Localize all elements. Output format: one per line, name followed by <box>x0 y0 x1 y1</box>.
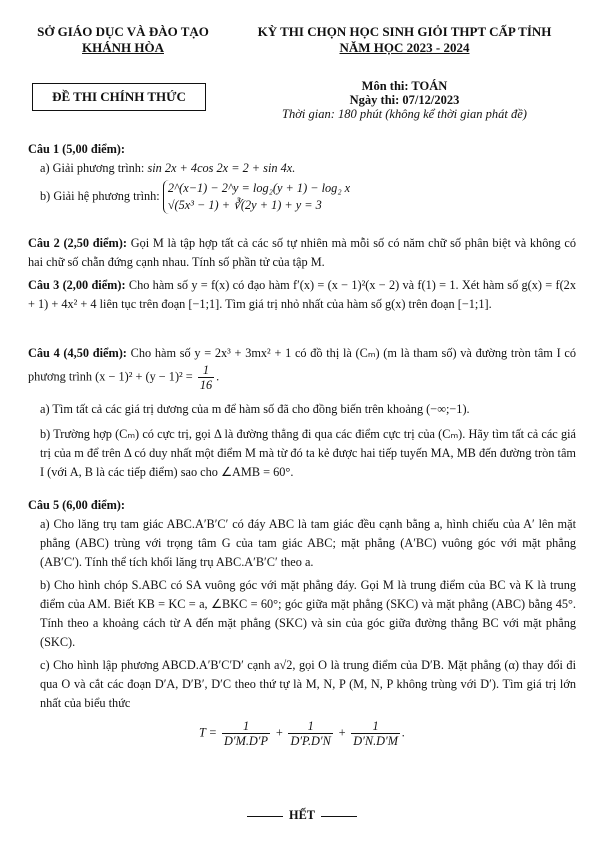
question-5b: b) Cho hình chóp S.ABC có SA vuông góc với mặt phẳng đáy. Gọi M là trung điểm của BC và K là trung điểm của AM. Biết KB = KC = a, ∠BKC = 60°; góc giữa mặt phẳng (SKC) và mặt phẳng (ABC) bằng 45°. Tính theo a khoảng cách từ A đến mặt phẳng (SKC) và sin của góc giữa đường thẳng BC với mặt phẳng (SKC). <box>40 578 576 649</box>
term-3-numerator: 1 <box>351 719 400 734</box>
fraction-denominator: 16 <box>199 378 213 392</box>
system-equation-1: 2^(x−1) − 2^y = log₂(y + 1) − log₂ x <box>167 181 351 195</box>
question-5 <box>28 496 576 748</box>
department-name: SỞ GIÁO DỤC VÀ ĐÀO TẠO <box>37 24 209 39</box>
subject: Môn thi: TOÁN <box>361 79 448 93</box>
equation-system <box>163 180 350 214</box>
question-5a: a) Cho lăng trụ tam giác ABC.A′B′C′ có đáy ABC là tam giác đều cạnh bằng a, hình chiếu của A′ lên mặt phẳng (ABC) trùng với trọng tâm G của tam giác ABC; mặt phẳng (A′BC) vuông góc với mặt phẳng (AB′C′). Tính thể tích khối lăng trụ ABC.A′B′C′ theo a. <box>40 517 576 569</box>
question-4-intro: Câu 4 (4,50 điểm): Cho hàm số y = 2x³ + 3mx² + 1 có đồ thị là (Cₘ) (m là tham số) và đường tròn tâm I có phương trình (x − 1)² + (y − 1)² = $\frac{1}{16}$ . <box>28 346 576 392</box>
question-4-title: Câu 4 (4,50 điểm): <box>28 346 127 360</box>
official-exam-box: ĐỀ THI CHÍNH THỨC <box>32 83 206 111</box>
question-2 <box>28 234 576 272</box>
question-5-title: Câu 5 (6,00 điểm): <box>28 498 126 512</box>
expression-T <box>28 719 576 748</box>
province-name: KHÁNH HÒA <box>82 40 164 55</box>
exam-header <box>232 24 577 56</box>
question-2-title: Câu 2 (2,50 điểm): <box>28 236 127 250</box>
term-1 <box>222 719 270 748</box>
term-2 <box>288 719 332 748</box>
term-3 <box>351 719 400 748</box>
system-equation-2: √(5x³ − 1) + ∛(2y + 1) + y = 3 <box>167 198 322 212</box>
question-3 <box>28 276 576 314</box>
term-1-denominator: D′M.D′P <box>224 734 269 748</box>
term-2-numerator: 1 <box>288 719 332 734</box>
plus-sign-1: + <box>275 725 284 740</box>
term-2-denominator: D′P.D′N <box>290 734 331 748</box>
question-3-title: Câu 3 (2,00 điểm): <box>28 278 126 292</box>
department-header <box>18 24 228 56</box>
end-marker <box>28 806 576 825</box>
question-1a <box>28 159 576 178</box>
question-1a-label: a) Giải phương trình: <box>40 161 145 175</box>
question-4b: b) Trường hợp (Cₘ) có cực trị, gọi Δ là đường thẳng đi qua các điểm cực trị của (Cₘ). Hãy tìm tất cả các giá trị của m để trên Δ có duy nhất một điểm M mà từ đó ta kẻ được hai tiếp tuyến MA, MB đến đường tròn tâm I (với A, B là các tiếp điểm) sao cho ∠AMB = 60°. <box>40 427 576 479</box>
question-4 <box>28 344 576 482</box>
end-text: HẾT <box>289 808 315 822</box>
expression-T-label: T = <box>198 725 217 740</box>
term-1-numerator: 1 <box>222 719 270 734</box>
question-1a-equation: sin 2x + 4cos 2x = 2 + sin 4x. <box>147 161 296 175</box>
expression-period: . <box>401 725 406 740</box>
question-1b <box>28 180 576 214</box>
question-1-title: Câu 1 (5,00 điểm): <box>28 142 126 156</box>
end-line-right <box>321 816 357 817</box>
plus-sign-2: + <box>337 725 347 740</box>
question-3-text: Cho hàm số y = f(x) có đạo hàm f′(x) = (x − 1)²(x − 2) và f(1) = 1. Xét hàm số g(x) = f(2x + 1) + 4x² + 4 liên tục trên đoạn [−1;1]. Tìm giá trị nhỏ nhất của hàm số g(x) trên đoạn [−1;1]. <box>28 278 576 311</box>
question-1b-label: b) Giải hệ phương trình: <box>40 188 160 203</box>
exam-info <box>232 79 577 121</box>
exam-date: Ngày thi: 07/12/2023 <box>349 93 460 107</box>
term-3-denominator: D′N.D′M <box>353 734 398 748</box>
question-1 <box>28 140 576 214</box>
exam-title: KỲ THI CHỌN HỌC SINH GIỎI THPT CẤP TỈNH <box>257 24 552 39</box>
exam-duration: Thời gian: 180 phút (không kể thời gian phát đề) <box>282 107 527 121</box>
circle-radius-fraction <box>198 363 214 392</box>
question-5c: c) Cho hình lập phương ABCD.A′B′C′D′ cạnh a√2, gọi O là trung điểm của D′B. Mặt phẳng (α) thay đổi đi qua O và cắt các đoạn D′A, D′B′, D′C theo thứ tự là M, N, P (M, N, P không trùng với D′). Tìm giá trị lớn nhất của biểu thức <box>40 658 576 710</box>
question-2-text: Gọi M là tập hợp tất cả các số tự nhiên mà mỗi số có năm chữ số phân biệt và không có hai chữ số chẵn đứng cạnh nhau. Tính số phần tử của tập M. <box>28 236 576 269</box>
question-4a: a) Tìm tất cả các giá trị dương của m để hàm số đã cho đồng biến trên khoảng (−∞;−1). <box>40 402 470 416</box>
question-4-intro-text: Cho hàm số y = 2x³ + 3mx² + 1 có đồ thị là (Cₘ) (m là tham số) và đường tròn tâm I có phương trình (x − 1)² + (y − 1)² = <box>28 346 576 384</box>
school-year: NĂM HỌC 2023 - 2024 <box>339 40 470 55</box>
fraction-numerator: 1 <box>198 363 214 378</box>
end-line-left <box>247 816 283 817</box>
